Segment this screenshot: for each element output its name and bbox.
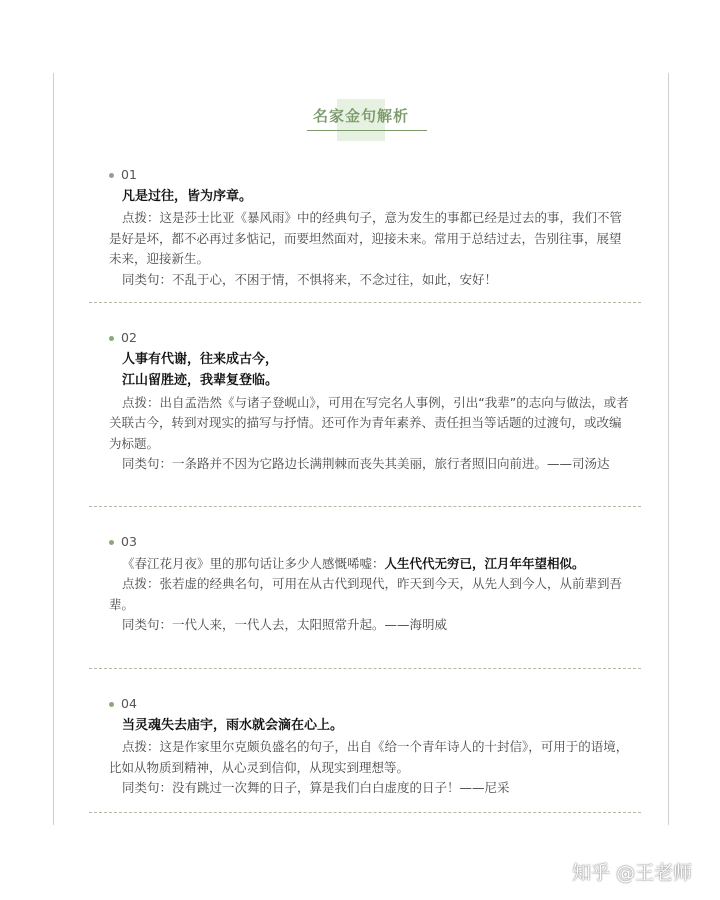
explain-text: 点拨：这是作家里尔克颇负盛名的句子，出自《给一个青年诗人的十封信》，可用于的语境，比如从物质到精神，从心灵到信仰，从现实到理想等。 xyxy=(109,739,629,775)
section-divider xyxy=(89,668,641,669)
section-number: 04 xyxy=(109,694,629,715)
quote-line: 凡是过往，皆为序章。 xyxy=(122,188,253,204)
explain-text: 点拨：张若虚的经典名句，可用在从古代到现代，昨天到今天，从先人到今人，从前辈到吾辈。 xyxy=(109,576,623,612)
quote-line: 人事有代谢，往来成古今， xyxy=(122,351,279,367)
bullet-dot-icon xyxy=(109,702,114,707)
similar-text: 同类句：没有跳过一次舞的日子，算是我们白白虚度的日子！——尼采 xyxy=(122,780,510,795)
explain-text: 点拨：这是莎士比亚《暴风雨》中的经典句子，意为发生的事都已经是过去的事，我们不管是好是坏，都不必再过多惦记，而要坦然面对，迎接未来。常用于总结过去，告别往事，展望未来，迎接新生。 xyxy=(109,210,623,266)
intro-text: 《春江花月夜》里的那句话让多少人感慨唏嘘：人生代代无穷已，江月年年望相似。 xyxy=(122,555,585,571)
watermark: 知乎 @王老师 xyxy=(572,862,693,884)
bullet-dot-icon xyxy=(109,540,114,545)
section-number: 02 xyxy=(109,328,629,349)
similar-text: 同类句：一代人来，一代人去，太阳照常升起。——海明威 xyxy=(122,617,448,632)
section-number: 01 xyxy=(109,165,629,186)
quote-line: 当灵魂失去庙宇，雨水就会滴在心上。 xyxy=(122,717,344,733)
section-04 xyxy=(109,694,629,799)
similar-text: 同类句：不乱于心，不困于情，不惧将来，不念过往，如此，安好！ xyxy=(122,271,498,287)
section-01 xyxy=(109,165,629,290)
section-divider xyxy=(89,812,641,813)
title-area xyxy=(54,99,668,126)
document-page xyxy=(53,73,669,825)
explain-text: 点拨：出自孟浩然《与诸子登岘山》，可用在写完名人事例，引出“我辈”的志向与做法，或者关联古今，转到对现实的描写与抒情。还可作为青年素养、责任担当等话题的过渡句，或改编为标题。 xyxy=(109,394,629,451)
section-divider xyxy=(89,302,641,303)
section-03 xyxy=(109,532,629,636)
section-number: 03 xyxy=(109,532,629,553)
quote-inline: 人生代代无穷已，江月年年望相似。 xyxy=(384,555,585,571)
bullet-dot-icon xyxy=(109,173,114,178)
page-title: 名家金句解析 xyxy=(312,107,409,125)
title-underline xyxy=(307,130,427,131)
section-02 xyxy=(109,328,629,475)
similar-text: 同类句：一条路并不因为它路边长满荆棘而丧失其美丽，旅行者照旧向前进。——司汤达 xyxy=(122,456,610,471)
quote-line: 江山留胜迹，我辈复登临。 xyxy=(122,373,279,388)
bullet-dot-icon xyxy=(109,336,114,341)
section-divider xyxy=(89,506,641,507)
